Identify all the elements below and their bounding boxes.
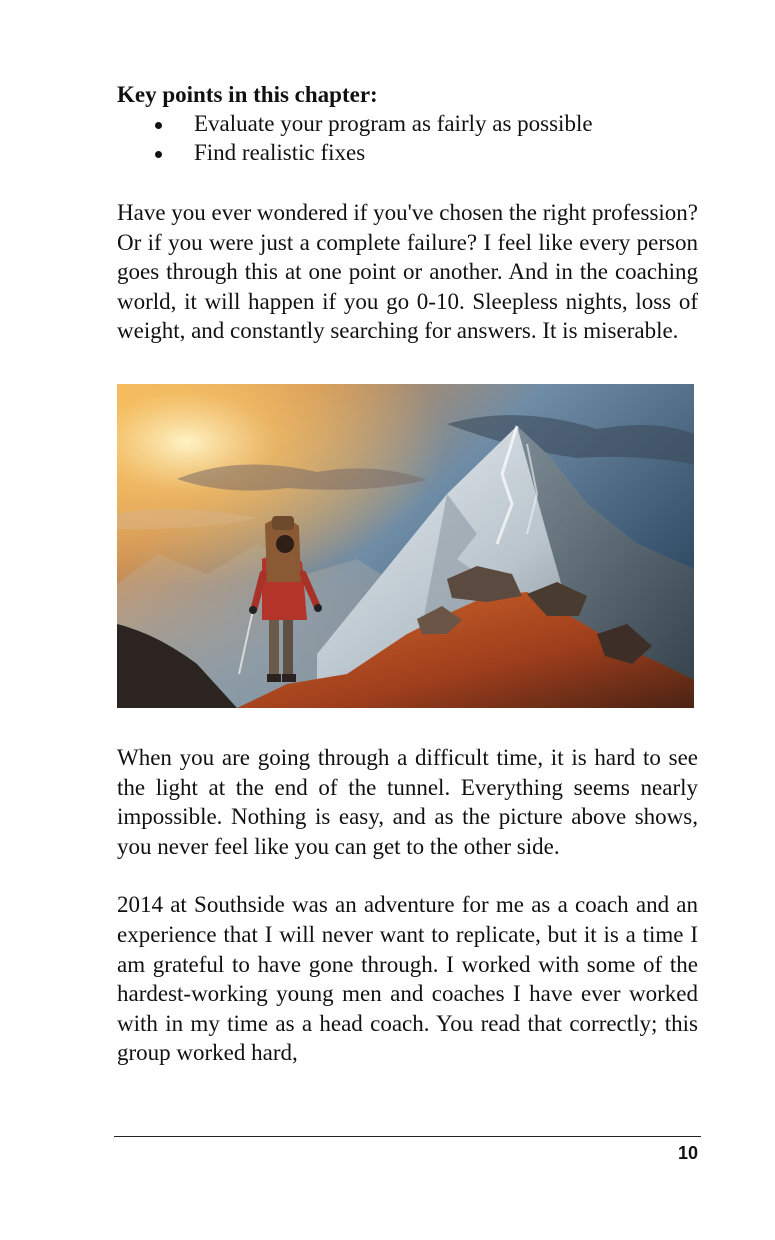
key-point-text: Find realistic fixes: [194, 140, 366, 165]
paragraph-difficult-time: When you are going through a difficult time, it is hard to see the light at the end of the tunnel. Everything seems nearly impossible. Nothing is easy, and as the picture above shows, you never feel like you can get to the other side.: [117, 744, 698, 859]
key-point-item: [117, 109, 698, 138]
bullet-icon: [155, 151, 162, 158]
bullet-icon: [155, 122, 162, 129]
key-point-text: Evaluate your program as fairly as possible: [194, 111, 593, 136]
page-content: [117, 80, 698, 1068]
key-point-item: [117, 138, 698, 167]
paragraph-southside: 2014 at Southside was an adventure for me as a coach and an experience that I will never want to replicate, but it is a time I am grateful to have gone through. I worked with some of the hardest-working young men and coaches I have ever worked with in my time as a head coach. You read that correctly; this group worked hard,: [117, 892, 698, 1066]
key-points-heading: Key points in this chapter:: [117, 82, 378, 107]
page-number: 10: [677, 1143, 698, 1163]
footer-divider: [114, 1136, 701, 1137]
key-points-list: [117, 109, 698, 167]
paragraph-intro: Have you ever wondered if you've chosen the right profession? Or if you were just a complete failure? I feel like every person goes through this at one point or another. And in the coaching world, it will happen if you go 0-10. Sleepless nights, loss of weight, and constantly searching for answers. It is miserable.: [117, 200, 698, 344]
mountain-hiker-image: [117, 384, 694, 708]
